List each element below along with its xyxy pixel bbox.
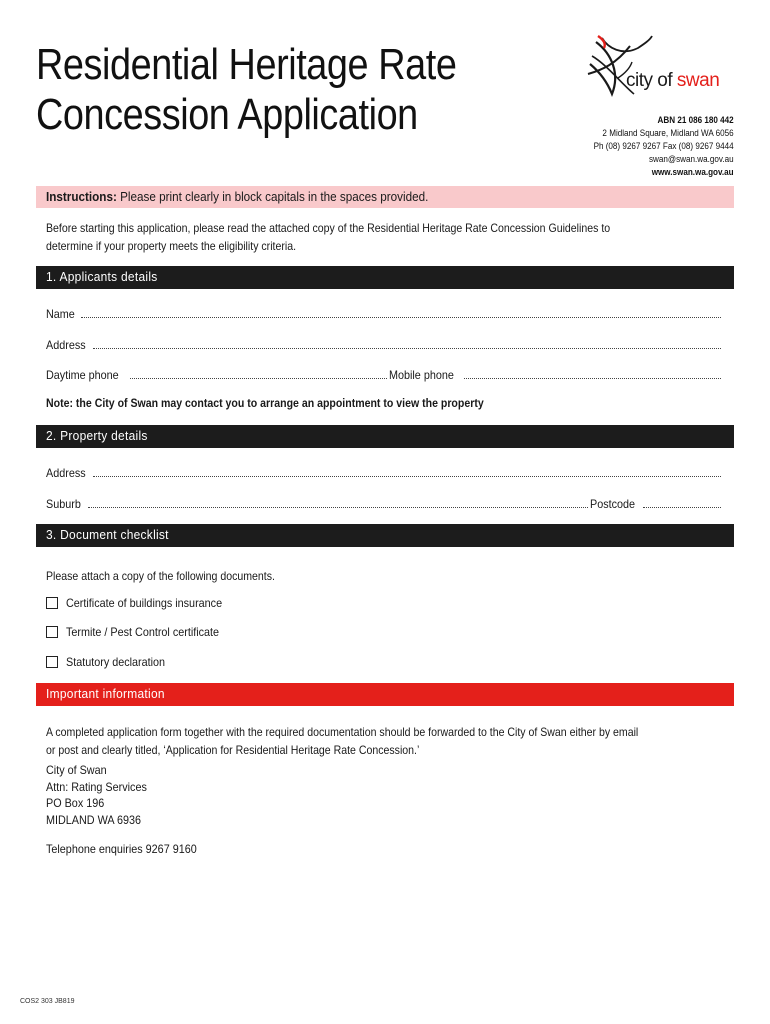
- instructions-text: [46, 189, 428, 204]
- postal-address-line: Attn: Rating Services: [46, 779, 147, 794]
- section-1-heading: 1. Applicants details: [46, 269, 158, 284]
- applicant-address-field[interactable]: [46, 336, 723, 352]
- checkbox[interactable]: [46, 626, 58, 638]
- phone-fields: [46, 366, 723, 382]
- checklist-item-insurance[interactable]: [46, 595, 239, 611]
- postcode-line[interactable]: [643, 506, 721, 508]
- contact-block: [594, 114, 734, 179]
- important-line-2: or post and clearly titled, ‘Application for Residential Heritage Rate Concession.’: [46, 743, 420, 757]
- important-heading: Important information: [46, 686, 165, 701]
- name-line[interactable]: [81, 316, 721, 318]
- suburb-postcode-fields: [46, 495, 723, 511]
- instructions-body: Please print clearly in block capitals in the spaces provided.: [116, 189, 429, 204]
- checklist-lead: Please attach a copy of the following documents.: [46, 569, 275, 583]
- suburb-label: Suburb: [46, 497, 81, 511]
- checklist-item-statutory[interactable]: [46, 654, 176, 670]
- logo-city-text: city of: [626, 70, 677, 91]
- checklist-item-label: Termite / Pest Control certificate: [66, 625, 220, 639]
- checklist-item-label: Statutory declaration: [66, 655, 166, 669]
- section-2-heading: 2. Property details: [46, 428, 148, 443]
- postcode-label: Postcode: [589, 497, 635, 511]
- instructions-label: Instructions:: [46, 189, 117, 204]
- title-line-2: Concession Application: [36, 90, 418, 139]
- checkbox[interactable]: [46, 656, 58, 668]
- property-address-field[interactable]: [46, 464, 723, 480]
- postal-address: [46, 762, 147, 828]
- intro-paragraph: [46, 219, 715, 255]
- city-of-swan-logo: [582, 34, 737, 104]
- postal-address-line: PO Box 196: [46, 796, 105, 810]
- contact-address: 2 Midland Square, Midland WA 6056: [602, 128, 734, 138]
- applicant-address-line[interactable]: [93, 347, 721, 349]
- property-address-label: Address: [46, 466, 86, 480]
- form-code: COS2 303 JB819: [20, 998, 75, 1005]
- checklist-item-termite[interactable]: [46, 624, 236, 640]
- contact-email: swan@swan.wa.gov.au: [649, 154, 734, 164]
- mobile-phone-label: Mobile phone: [388, 368, 454, 382]
- contact-note: Note: the City of Swan may contact you to arrange an appointment to view the property: [46, 396, 484, 410]
- important-line-1: A completed application form together with the required documentation should be forwarded to the City of Swan either by email: [46, 725, 639, 739]
- page-title: [36, 40, 456, 140]
- contact-website: www.swan.wa.gov.au: [652, 167, 734, 177]
- logo-wordmark: [626, 70, 719, 92]
- intro-line-1: Before starting this application, please read the attached copy of the Residential Heritage Rate Concession Guidelines to: [46, 221, 611, 235]
- property-address-line[interactable]: [93, 475, 721, 477]
- abn-text: ABN 21 086 180 442: [657, 115, 734, 125]
- title-line-1: Residential Heritage Rate: [36, 40, 457, 89]
- daytime-phone-line[interactable]: [130, 377, 387, 379]
- swan-mark-icon: [582, 34, 737, 104]
- important-paragraph: [46, 723, 715, 759]
- name-field[interactable]: [46, 305, 723, 321]
- telephone-enquiries: Telephone enquiries 9267 9160: [46, 842, 197, 856]
- postal-address-line: City of Swan: [46, 763, 107, 777]
- contact-phone: Ph (08) 9267 9267 Fax (08) 9267 9444: [593, 141, 734, 151]
- logo-swan-text: swan: [676, 70, 720, 91]
- intro-line-2: determine if your property meets the eligibility criteria.: [46, 239, 297, 253]
- daytime-phone-label: Daytime phone: [46, 368, 119, 382]
- checklist-item-label: Certificate of buildings insurance: [66, 596, 223, 610]
- suburb-line[interactable]: [88, 506, 588, 508]
- applicant-address-label: Address: [46, 338, 86, 352]
- postal-address-line: MIDLAND WA 6936: [46, 812, 142, 827]
- section-3-heading: 3. Document checklist: [46, 527, 169, 542]
- mobile-phone-line[interactable]: [464, 377, 721, 379]
- checkbox[interactable]: [46, 597, 58, 609]
- name-label: Name: [46, 307, 75, 321]
